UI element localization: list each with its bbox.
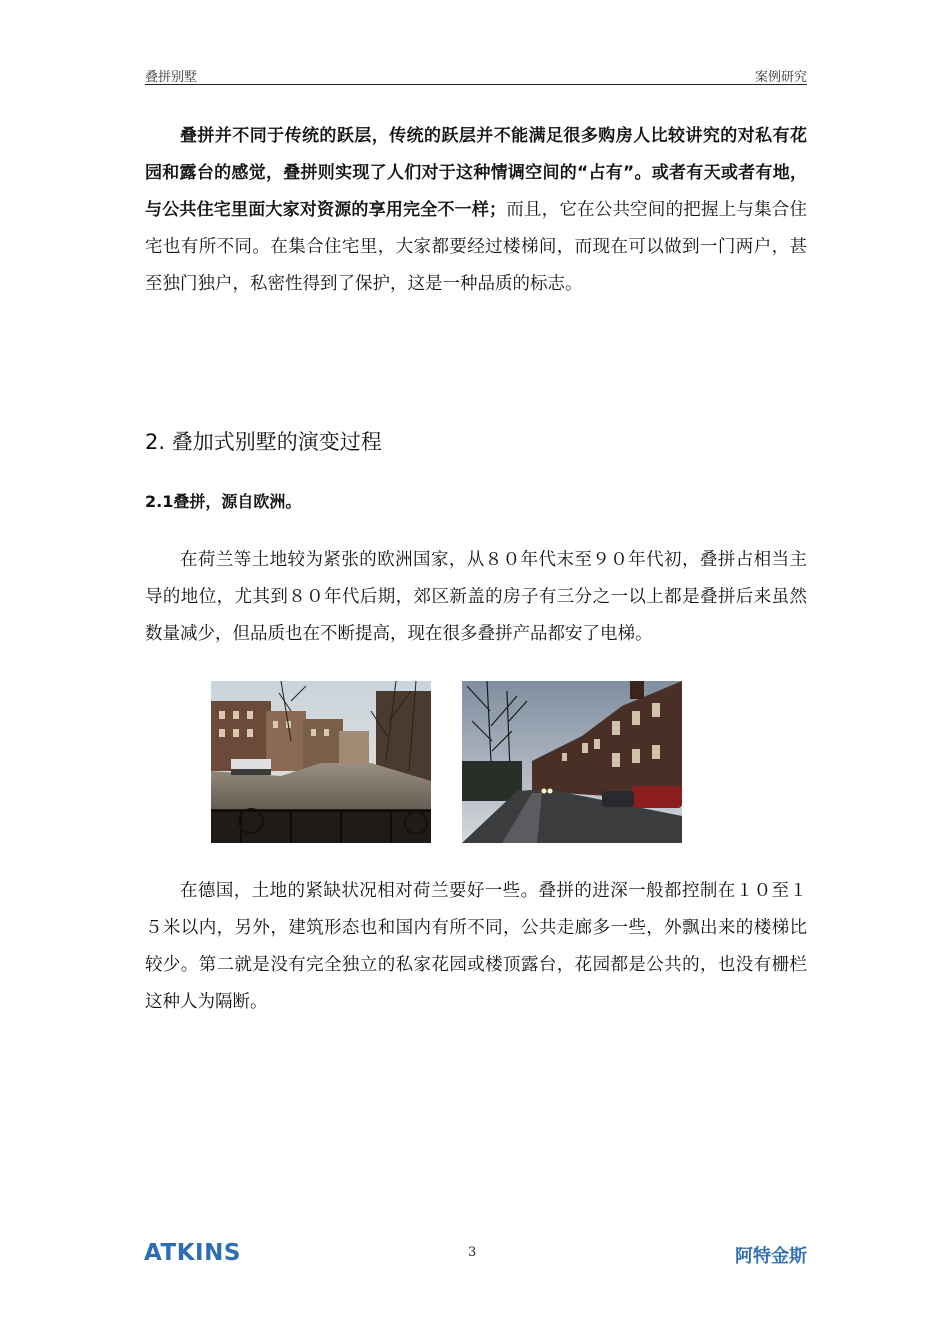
- header-section: 案例研究: [754, 70, 807, 85]
- intro-bold-text: 叠拼并不同于传统的跃层，传统的跃层并不能满足很多购房人比较讲究的对私有花园和露台的感觉，叠拼则实现了人们对于这种情调空间的“占有”。或者有天或者有地，与公共住宅里面大家对资源的享用完全不一样；: [145, 126, 807, 220]
- street-photo: [462, 681, 682, 843]
- company-name-cn: 阿特金斯: [735, 1246, 807, 1267]
- intro-paragraph: [145, 118, 807, 303]
- page-header: [145, 66, 807, 85]
- section-heading: 2. 叠加式别墅的演变过程: [145, 430, 382, 454]
- canal-photo: [211, 681, 431, 843]
- header-title: 叠拼别墅: [145, 70, 198, 85]
- atkins-logo: ATKINS: [144, 1240, 241, 1266]
- page-number: 3: [468, 1245, 477, 1260]
- subsection-heading: 2.1叠拼，源自欧洲。: [145, 492, 302, 511]
- intro-normal-text: 而且，它在公共空间的把握上与集合住宅也有所不同。在集合住宅里，大家都要经过楼梯间，而现在可以做到一门两户，甚至独门独户，私密性得到了保护，这是一种品质的标志。: [145, 200, 808, 294]
- germany-paragraph: 在德国，土地的紧缺状况相对荷兰要好一些。叠拼的进深一般都控制在１０至１５米以内，另外，建筑形态也和国内有所不同，公共走廊多一些，外飘出来的楼梯比较少。第二就是没有完全独立的私家花园或楼顶露台，花园都是公共的，也没有栅栏这种人为隔断。: [145, 881, 807, 1012]
- netherlands-paragraph: 在荷兰等土地较为紧张的欧洲国家，从８０年代末至９０年代初，叠拼占相当主导的地位，尤其到８０年代后期，郊区新盖的房子有三分之一以上都是叠拼后来虽然数量减少，但品质也在不断提高，现在很多叠拼产品都安了电梯。: [145, 550, 807, 644]
